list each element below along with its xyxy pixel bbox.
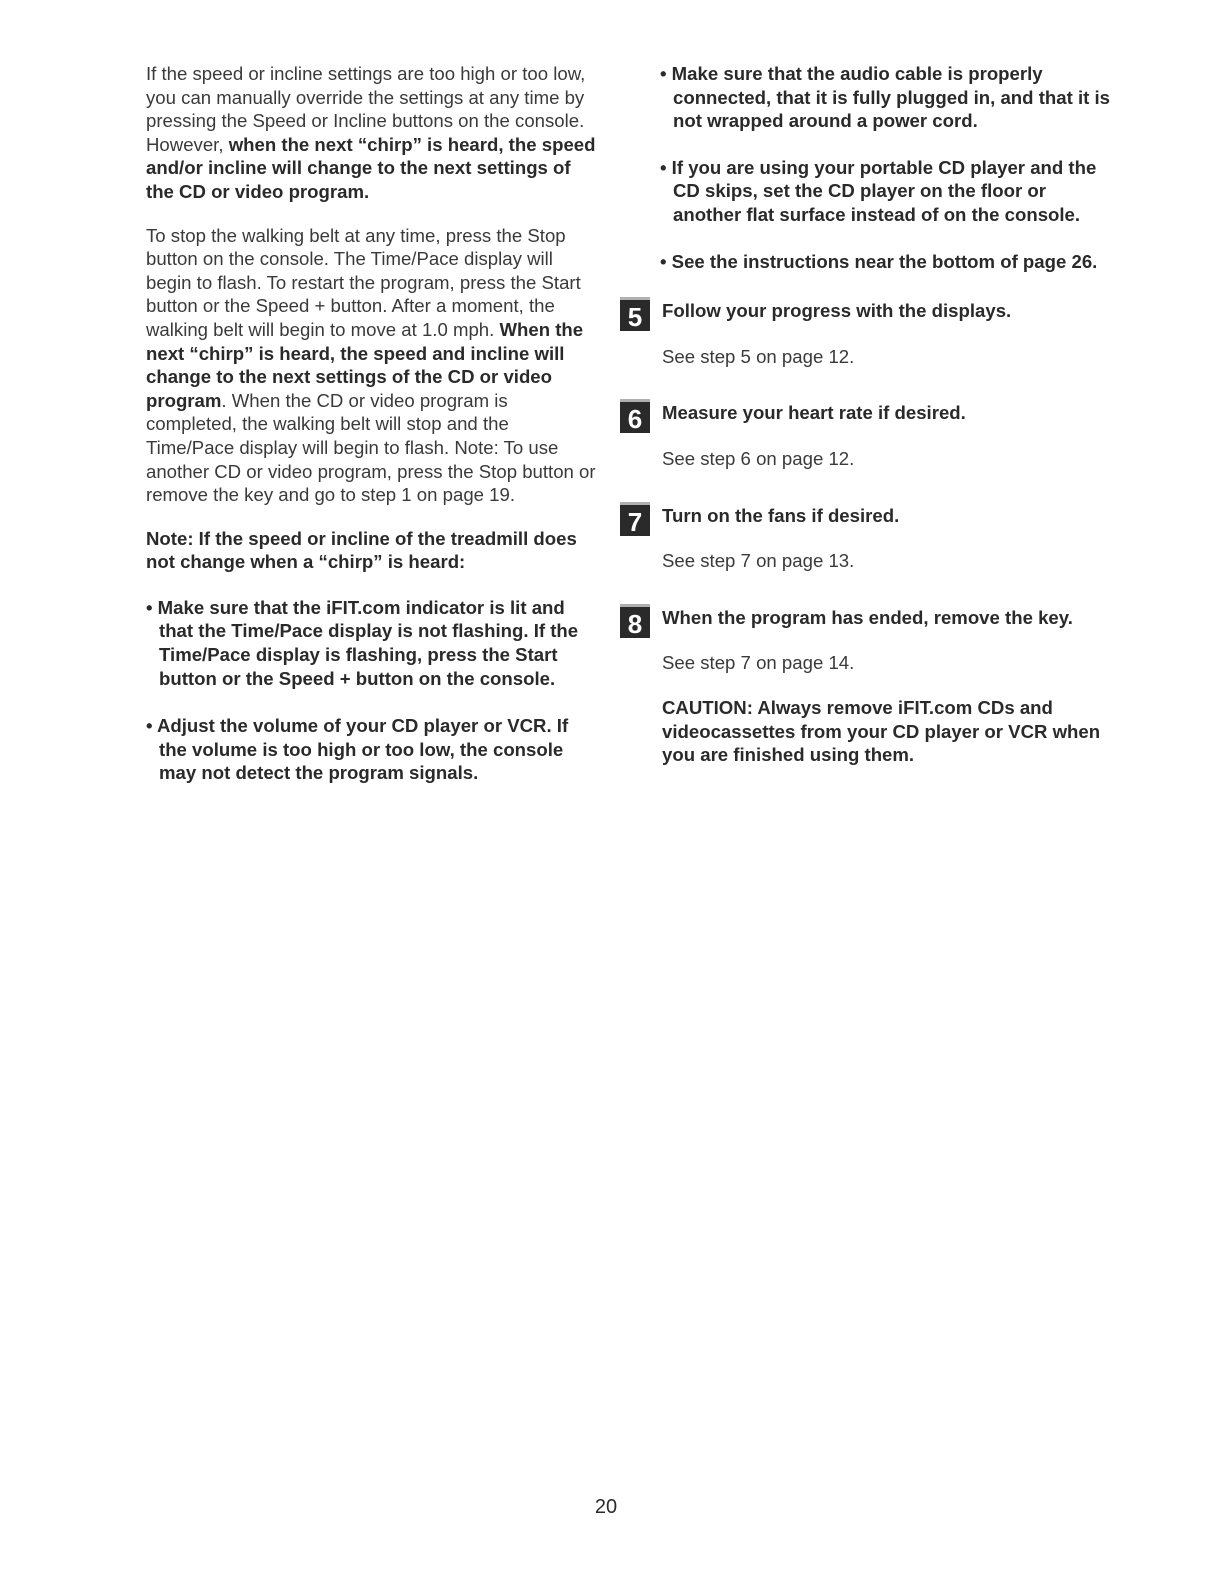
bullet-see-instructions: • See the instructions near the bottom of page 26. — [660, 250, 1098, 272]
stop-text: To stop the walking belt at any time, press the Stop button on the console. The Time/Pace display will begin to flash. To restart the program, press the Start button or the Speed + button. After a moment, the walking belt will begin to move at 1.0 mph. — [146, 224, 581, 340]
step-title: Measure your heart rate if desired. — [662, 402, 966, 424]
bullet-volume: • Adjust the volume of your CD player or VCR. If the volume is too high or too low, the console may not detect the program signals. — [146, 715, 569, 784]
step-8 — [620, 600, 1110, 675]
bullet-audio-cable: • Make sure that the audio cable is properly connected, that it is fully plugged in, and that it is not wrapped around a power cord. — [660, 63, 1110, 132]
note-heading: Note: If the speed or incline of the treadmill does not change when a “chirp” is heard: — [146, 527, 577, 573]
paragraph-override — [146, 62, 596, 204]
stop-tail-text: . When the CD or video program is completed, the walking belt will stop and the Time/Pace display will begin to flash. Note: To use another CD or video program, press the Stop button or remove the key and go to step 1 on page 19. — [146, 389, 596, 506]
step-reference: See step 7 on page 13. — [662, 550, 855, 572]
left-column — [146, 62, 596, 809]
stop-bold-text: When the next “chirp” is heard, the speed and incline will change to the next settings of the CD or video program — [146, 318, 584, 411]
step-reference: See step 7 on page 14. — [662, 652, 855, 674]
step-number-badge: 7 — [620, 502, 650, 536]
step-number-badge: 8 — [620, 604, 650, 638]
right-column — [620, 62, 1110, 767]
bullet-indicator: • Make sure that the iFIT.com indicator is lit and that the Time/Pace display is not flashing. If the Time/Pace display is flashing, press the Start button or the Speed + button on the console. — [146, 596, 579, 689]
step-reference: See step 5 on page 12. — [662, 345, 855, 367]
step-title: Turn on the fans if desired. — [662, 504, 900, 526]
bullet-cd-skips: • If you are using your portable CD player and the CD skips, set the CD player on the floor or another flat surface instead of on the console. — [660, 156, 1097, 225]
override-bold-text: when the next “chirp” is heard, the speed and/or incline will change to the next settings of the CD or video program. — [146, 133, 596, 202]
step-title: When the program has ended, remove the key. — [662, 606, 1073, 628]
step-number-badge: 5 — [620, 297, 650, 331]
step-reference: See step 6 on page 12. — [662, 447, 855, 469]
step-title: Follow your progress with the displays. — [662, 300, 1012, 322]
caution-note: CAUTION: Always remove iFIT.com CDs and videocassettes from your CD player or VCR when you are finished using them. — [662, 696, 1101, 766]
paragraph-stop — [146, 224, 596, 507]
step-number-badge: 6 — [620, 399, 650, 433]
override-text: If the speed or incline settings are too high or too low, you can manually override the settings at any time by pressing the Speed or Incline buttons on the console. However, — [146, 63, 586, 155]
page-number: 20 — [594, 1496, 618, 1518]
step-7 — [620, 498, 1110, 573]
step-6 — [620, 395, 1110, 470]
step-5 — [620, 293, 1110, 368]
